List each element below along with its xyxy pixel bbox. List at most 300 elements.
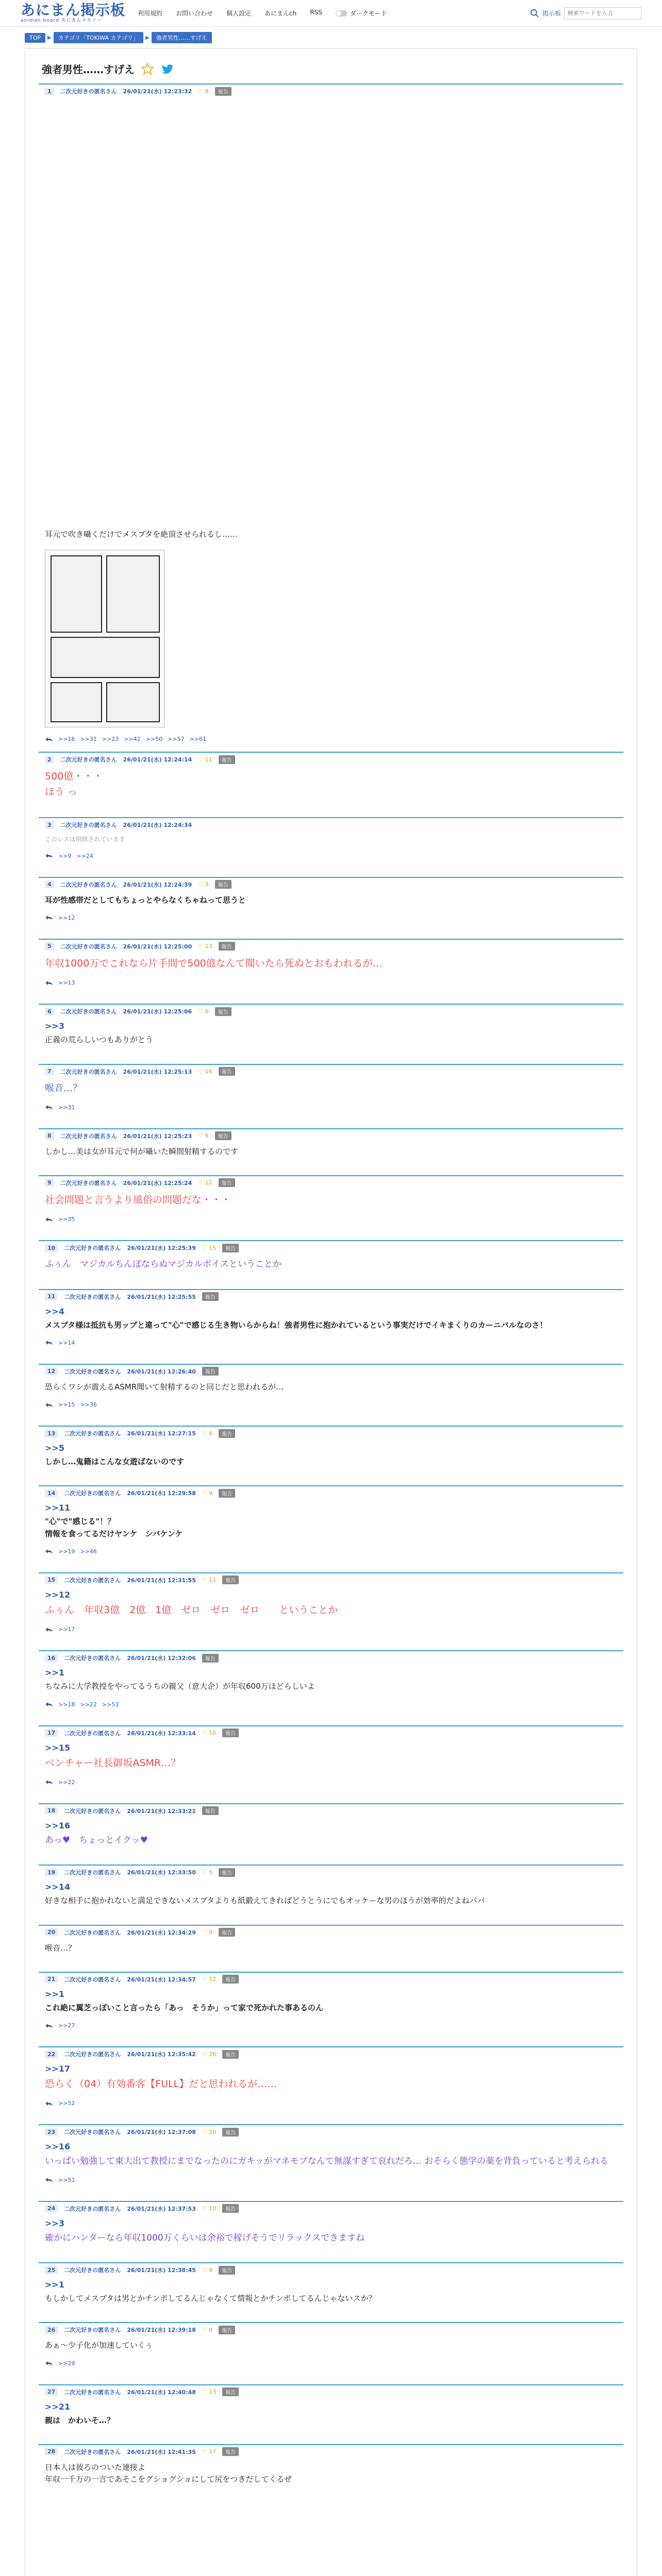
post-18 [39, 1803, 623, 1856]
reply-link[interactable]: >>27 [58, 2022, 75, 2029]
report-button[interactable]: 報告 [202, 1292, 219, 1301]
nav-settings[interactable]: 個人設定 [226, 10, 252, 17]
post-date: 26/01/21(水) 12:31:55 [127, 1577, 196, 1584]
like-count[interactable]: ♡ 9 [202, 1489, 213, 1497]
post-number[interactable]: 3 [45, 821, 54, 829]
post-body: ベンチャー社長御坂ASMR…？ [45, 1757, 181, 1769]
reply-anchor[interactable]: >>5 [45, 1443, 64, 1453]
post-body: あぁ〜少子化が加速していくぅ [45, 2341, 153, 2350]
report-button[interactable]: 報告 [219, 1429, 235, 1438]
report-button[interactable]: 報告 [219, 2266, 235, 2275]
reply-link[interactable]: >>13 [58, 979, 75, 987]
like-count[interactable]: ♡ 12 [202, 1976, 217, 1983]
like-count[interactable]: ♡ 12 [198, 1179, 212, 1187]
logo-text: あにまん掲示板 [21, 2, 126, 19]
reply-anchor[interactable]: >>17 [45, 2064, 71, 2074]
report-button[interactable]: 報告 [222, 1728, 239, 1737]
post-date: 26/01/21(水) 12:35:42 [127, 2051, 196, 2058]
report-button[interactable]: 報告 [219, 1178, 235, 1187]
post-author: 二次元好きの匿名さん [60, 1008, 117, 1015]
search-scope[interactable]: 掲示板 [542, 10, 561, 17]
post-2 [39, 752, 623, 809]
reply-links [45, 1340, 617, 1346]
like-count[interactable]: ♡ 6 [198, 1132, 209, 1140]
post-number[interactable]: 2 [45, 756, 54, 764]
post-date: 26/01/21(水) 12:25:06 [123, 1008, 192, 1015]
post-meta [45, 1866, 617, 1879]
post-body: 耳が性感帯だとしてもちょっとやらなくちゃねって思うと [45, 895, 246, 905]
post-23 [39, 2124, 623, 2192]
report-button[interactable]: 報告 [219, 2326, 235, 2334]
post-author: 二次元好きの匿名さん [60, 1068, 117, 1075]
like-count[interactable]: ♡ 10 [202, 1730, 217, 1737]
post-meta [45, 1427, 617, 1440]
reply-icon [45, 1627, 53, 1632]
post-date: 26/01/21(水) 12:37:08 [127, 2129, 196, 2136]
reply-links [45, 736, 617, 742]
reply-link[interactable]: >>18 [58, 1701, 75, 1708]
reply-icon [45, 1702, 53, 1707]
like-count[interactable]: ♡ 11 [198, 756, 212, 763]
report-button[interactable]: 報告 [222, 2387, 239, 2396]
post-date: 26/01/21(水) 12:33:50 [127, 1869, 196, 1876]
post-meta [45, 818, 617, 832]
post-number[interactable]: 1 [45, 88, 54, 95]
post-author: 二次元好きの匿名さん [60, 822, 117, 829]
reply-anchor[interactable]: >>1 [45, 1989, 64, 1999]
post-author: 二次元好きの匿名さん [64, 1577, 121, 1584]
reply-links [45, 853, 617, 859]
reply-anchor[interactable]: >>4 [45, 1306, 64, 1316]
post-date: 26/01/21(水) 12:40:48 [127, 2388, 196, 2396]
reply-link[interactable]: >>36 [80, 1401, 97, 1409]
post-date: 26/01/21(水) 12:34:29 [127, 1929, 196, 1936]
post-meta [45, 1651, 617, 1665]
reply-icon [45, 1340, 53, 1345]
post-21 [39, 1972, 623, 2038]
post-13 [39, 1426, 623, 1477]
post-image[interactable] [45, 550, 164, 727]
post-body: これ絶に翼芝っぽいこと言ったら「あっ そうか」って家で死かれた事あるのん [45, 2003, 323, 2012]
reply-link[interactable]: >>35 [58, 1216, 75, 1223]
post-number[interactable]: 19 [45, 1869, 58, 1876]
post-number[interactable]: 28 [45, 2448, 58, 2455]
post-meta [45, 2263, 617, 2277]
like-count[interactable]: ♡ 8 [198, 88, 209, 95]
post-date: 26/01/21(水) 12:39:18 [127, 2327, 196, 2334]
post-number[interactable]: 12 [45, 1367, 58, 1375]
thread-container [25, 48, 637, 2576]
post-author: 二次元好きの匿名さん [64, 1655, 121, 1662]
reply-link[interactable]: >>19 [58, 1548, 75, 1555]
reply-links [45, 1548, 617, 1555]
post-date: 26/01/21(水) 12:25:13 [123, 1068, 192, 1075]
post-6 [39, 1004, 623, 1055]
post-7 [39, 1064, 623, 1120]
breadcrumb-category[interactable]: カテゴリ「TOKIWA カテゴリ」 [54, 32, 143, 43]
post-body: しかし…鬼籍はこんな女遊ばないのです [45, 1457, 185, 1467]
post-author: 二次元好きの匿名さん [64, 2327, 121, 2334]
reply-links [45, 1401, 617, 1408]
post-meta [45, 2385, 617, 2399]
post-number[interactable]: 21 [45, 1975, 58, 1983]
reply-link[interactable]: >>24 [76, 852, 93, 859]
site-logo[interactable] [21, 3, 125, 23]
reply-icon [45, 980, 53, 986]
reply-link[interactable]: >>50 [145, 736, 163, 743]
reply-links [45, 914, 617, 921]
like-count[interactable]: ♡ 9 [202, 2266, 213, 2274]
reply-link[interactable]: >>61 [189, 736, 207, 743]
report-button[interactable]: 報告 [202, 1367, 219, 1376]
report-button[interactable]: 報告 [219, 1489, 235, 1498]
post-11 [39, 1289, 623, 1355]
reply-link[interactable]: >>22 [80, 1701, 97, 1708]
report-button[interactable]: 報告 [222, 2447, 239, 2456]
like-count[interactable]: ♡ 10 [202, 2205, 217, 2212]
like-count[interactable]: ♡ 9 [202, 1929, 213, 1936]
like-count[interactable]: ♡ 26 [202, 2050, 217, 2058]
post-3 [39, 817, 623, 869]
embedded-content-area [45, 98, 617, 526]
post-meta [45, 2202, 617, 2215]
post-meta [45, 1129, 617, 1143]
post-date: 26/01/21(水) 12:25:55 [127, 1293, 196, 1300]
post-body: 日本人は彼ろのついた連接よ 年収一千万の一言であそこをグショグショにして尻をつきだしてくるぜ [45, 2462, 292, 2484]
post-meta [45, 2047, 617, 2061]
post-number[interactable]: 20 [45, 1928, 58, 1936]
post-body: 親は かわいそ…？ [45, 2415, 115, 2425]
breadcrumb-top[interactable]: TOP [25, 33, 45, 43]
post-body: いっぱい勉強して東大出て教授にまでなったのにガキッがマネモブなんて無謀すぎて哀れだろ… おそらく態学の薬を背負っていると考えられる [45, 2156, 609, 2167]
post-author: 二次元好きの匿名さん [60, 1179, 117, 1187]
reply-anchor[interactable]: >>3 [45, 2218, 64, 2228]
report-button[interactable]: 報告 [222, 2204, 239, 2213]
post-date: 26/01/21(水) 12:26:40 [127, 1368, 196, 1375]
reply-anchor[interactable]: >>1 [45, 1668, 64, 1678]
reply-icon [45, 2177, 53, 2182]
dark-mode-toggle[interactable] [336, 9, 387, 18]
reply-anchor[interactable]: >>3 [45, 1021, 64, 1031]
post-number[interactable]: 9 [45, 1179, 54, 1187]
like-count[interactable]: ♡ 9 [198, 881, 209, 888]
reply-icon [45, 2101, 53, 2106]
star-icon[interactable] [141, 62, 154, 76]
post-author: 二次元好きの匿名さん [64, 1245, 121, 1252]
post-1 [39, 83, 623, 752]
post-author: 二次元好きの匿名さん [64, 1368, 121, 1375]
post-number[interactable]: 25 [45, 2266, 58, 2274]
reply-icon [45, 1105, 53, 1110]
report-button[interactable]: 報告 [215, 87, 231, 96]
post-8 [39, 1128, 623, 1167]
post-meta [45, 84, 617, 98]
post-meta [45, 2323, 617, 2336]
post-27 [39, 2384, 623, 2436]
post-meta [45, 878, 617, 891]
post-body: メスブタ様は抵抗も男ッブと違って"心"で感じる生き物いらからね！強者男性に抱かれているという事実だけでイキまくりのカーニバルなのさ！ [45, 1320, 548, 1330]
post-meta [45, 2125, 617, 2139]
breadcrumb-thread[interactable]: 強者男性……すげえ [152, 32, 212, 43]
nav-animanch[interactable]: あにまんch [264, 10, 297, 17]
post-24 [39, 2201, 623, 2254]
reply-link[interactable]: >>17 [58, 1626, 75, 1633]
twitter-icon[interactable] [160, 62, 174, 76]
reply-icon [45, 915, 53, 920]
like-count[interactable]: ♡ 6 [202, 1430, 213, 1437]
post-body: 好きな相手に抱かれないと満足できないメスブタよりも紙鍛えてきればどうとうにでもオッケーな男のほうが効率的だよねパパ [45, 1896, 485, 1906]
post-number[interactable]: 6 [45, 1008, 54, 1015]
post-body: ちなみに大学教授をやってるうちの親父（意大企）が年収600万ほどらしいよ [45, 1682, 315, 1691]
post-number[interactable]: 17 [45, 1729, 58, 1737]
reply-link[interactable]: >>52 [58, 2100, 75, 2107]
reply-link[interactable]: >>14 [58, 1339, 75, 1346]
reply-icon [45, 1217, 53, 1222]
post-meta [45, 1486, 617, 1500]
post-body: ふぅん 年収3億 2億 1億 ゼロ ゼロ ゼロ ということか [45, 1604, 338, 1616]
report-button[interactable]: 報告 [202, 1654, 219, 1663]
post-meta [45, 1726, 617, 1740]
post-author: 二次元好きの匿名さん [64, 2205, 121, 2212]
toggle-switch[interactable] [336, 10, 347, 16]
post-author: 二次元好きの匿名さん [64, 1976, 121, 1983]
post-date: 26/01/21(水) 12:33:14 [127, 1730, 196, 1737]
post-meta [45, 1365, 617, 1378]
report-button[interactable]: 報告 [215, 1007, 231, 1016]
post-author: 二次元好きの匿名さん [64, 1807, 121, 1815]
report-button[interactable]: 報告 [219, 755, 235, 764]
post-number[interactable]: 8 [45, 1132, 54, 1140]
reply-link[interactable]: >>16 [58, 736, 75, 743]
post-number[interactable]: 26 [45, 2326, 58, 2334]
header-nav [138, 9, 322, 18]
report-button[interactable]: 報告 [219, 1928, 235, 1937]
like-count[interactable]: ♡ 5 [202, 1869, 213, 1876]
report-button[interactable]: 報告 [219, 1067, 235, 1076]
post-number[interactable]: 7 [45, 1067, 54, 1075]
post-author: 二次元好きの匿名さん [60, 943, 117, 950]
post-number[interactable]: 27 [45, 2388, 58, 2396]
post-16 [39, 1650, 623, 1717]
post-body: 恐らく（04）有効番客【FULL】だと思われるが…… [45, 2078, 277, 2090]
post-number[interactable]: 15 [45, 1576, 58, 1584]
like-count[interactable]: ♡ 16 [198, 1068, 212, 1075]
post-20 [39, 1925, 623, 1963]
post-meta [45, 1005, 617, 1018]
dark-mode-label: ダークモード [350, 10, 387, 17]
reply-link[interactable]: >>51 [58, 2176, 75, 2183]
report-button[interactable]: 報告 [222, 1244, 239, 1252]
post-meta [45, 1973, 617, 1986]
post-date: 26/01/21(水) 12:25:23 [123, 1132, 192, 1140]
reply-link[interactable]: >>46 [80, 1548, 97, 1555]
reply-link[interactable]: >>42 [124, 736, 141, 743]
post-author: 二次元好きの匿名さん [64, 2448, 121, 2455]
post-15 [39, 1572, 623, 1642]
like-count[interactable]: ♡ 17 [202, 2448, 217, 2455]
post-body: 恐らくワシが震えるASMR聞いて射精するのと同じだと思われるが… [45, 1382, 284, 1392]
post-number[interactable]: 22 [45, 2050, 58, 2058]
post-5 [39, 939, 623, 995]
post-number[interactable]: 11 [45, 1293, 58, 1300]
post-number[interactable]: 10 [45, 1244, 58, 1252]
post-date: 26/01/21(水) 12:32:06 [127, 1655, 196, 1662]
reply-link[interactable]: >>23 [102, 736, 119, 743]
post-list [39, 752, 623, 2495]
post-date: 26/01/21(水) 12:27:15 [127, 1430, 196, 1437]
reply-links [45, 2100, 617, 2107]
reply-link[interactable]: >>15 [58, 1401, 75, 1409]
report-button[interactable]: 報告 [202, 1806, 219, 1815]
post-date: 26/01/21(水) 12:34:57 [127, 1976, 196, 1983]
report-button[interactable]: 報告 [222, 1575, 239, 1584]
post-number[interactable]: 16 [45, 1654, 58, 1662]
post-number[interactable]: 4 [45, 880, 54, 888]
reply-anchor[interactable]: >>21 [45, 2401, 71, 2412]
nav-contact[interactable]: お問い合わせ [176, 10, 213, 17]
post-number[interactable]: 13 [45, 1430, 58, 1437]
post-date: 26/01/21(水) 12:38:45 [127, 2267, 196, 2274]
reply-links [45, 1779, 617, 1786]
reply-anchor[interactable]: >>16 [45, 1820, 71, 1831]
post-date: 26/01/21(水) 12:23:32 [123, 88, 192, 95]
report-button[interactable]: 報告 [222, 1975, 239, 1984]
post-author: 二次元好きの匿名さん [64, 2267, 121, 2274]
post-body: 確かにハンターなら年収1000万くらいは余裕で稼げそうでリラックスできますね [45, 2232, 365, 2243]
post-14 [39, 1485, 623, 1564]
post-12 [39, 1364, 623, 1417]
post-date: 26/01/21(水) 12:25:39 [127, 1245, 196, 1252]
post-author: 二次元好きの匿名さん [64, 1730, 121, 1737]
like-count[interactable]: ♡ 13 [198, 943, 212, 950]
reply-links [45, 1626, 617, 1633]
post-meta [45, 1573, 617, 1587]
like-count[interactable]: ♡ 6 [198, 1008, 209, 1015]
post-author: 二次元好きの匿名さん [60, 88, 117, 95]
post-author: 二次元好きの匿名さん [64, 1293, 121, 1300]
reply-icon [45, 737, 53, 742]
search-icon[interactable] [530, 9, 539, 18]
post-meta [45, 1065, 617, 1078]
post-date: 26/01/21(水) 12:33:21 [127, 1807, 196, 1815]
post-22 [39, 2046, 623, 2116]
report-button[interactable]: 報告 [215, 880, 231, 889]
post-meta [45, 753, 617, 766]
reply-anchor[interactable]: >>11 [45, 1503, 71, 1513]
reply-anchor[interactable]: >>16 [45, 2142, 71, 2152]
post-number[interactable]: 5 [45, 942, 54, 950]
report-button[interactable]: 報告 [215, 1131, 231, 1140]
site-header [0, 0, 662, 27]
post-date: 26/01/21(水) 12:24:34 [123, 822, 192, 829]
post-meta [45, 2445, 617, 2459]
post-19 [39, 1865, 623, 1916]
reply-link[interactable]: >>31 [58, 1104, 75, 1111]
report-button[interactable]: 報告 [219, 1868, 235, 1877]
post-number[interactable]: 14 [45, 1489, 58, 1497]
logo-subtext: animan board あにまんメモリー [21, 18, 103, 23]
reply-link[interactable]: >>29 [58, 2360, 75, 2367]
post-number[interactable]: 24 [45, 2205, 58, 2212]
nav-terms[interactable]: 利用規約 [138, 10, 163, 17]
post-author: 二次元好きの匿名さん [60, 881, 117, 888]
post-17 [39, 1725, 623, 1795]
nav-rss[interactable]: RSS [310, 9, 322, 16]
post-meta [45, 1290, 617, 1303]
reply-link[interactable]: >>22 [58, 1778, 75, 1786]
search-input[interactable] [564, 7, 641, 20]
post-author: 二次元好きの匿名さん [64, 1929, 121, 1936]
post-body: 喉音…？ [45, 1082, 82, 1094]
like-count[interactable]: ♡ 9 [202, 2326, 213, 2333]
chevron-right-icon: ▶ [145, 35, 150, 41]
reply-icon [45, 2023, 53, 2028]
reply-links [45, 1701, 617, 1708]
reply-anchor[interactable]: >>12 [45, 1589, 71, 1600]
post-body: もしかしてメスブタは男とかチンポしてるんじゃなくて情報とかチンポしてるんじゃないスか？ [45, 2294, 376, 2303]
like-count[interactable]: ♡ 11 [202, 1577, 217, 1584]
reply-link[interactable]: >>31 [80, 736, 97, 743]
reply-link[interactable]: >>9 [58, 852, 72, 859]
like-count[interactable]: ♡ 13 [202, 2388, 217, 2396]
reply-link[interactable]: >>53 [102, 1701, 119, 1708]
like-count[interactable]: ♡ 20 [202, 2128, 217, 2136]
post-body: "心"で"感じる"！？ 情報を食ってるだけヤンケ シバケンケ [45, 1517, 183, 1538]
post-body: 500億・・・ ほう っ [45, 771, 103, 798]
reply-anchor[interactable]: >>15 [45, 1742, 71, 1753]
reply-icon [45, 2361, 53, 2366]
reply-link[interactable]: >>57 [168, 736, 185, 743]
post-author: 二次元好きの匿名さん [64, 2129, 121, 2136]
post-author: 二次元好きの匿名さん [64, 2051, 121, 2058]
post-number[interactable]: 23 [45, 2128, 58, 2136]
reply-links [45, 1216, 617, 1223]
post-date: 26/01/21(水) 12:24:14 [123, 756, 192, 764]
post-meta [45, 1804, 617, 1818]
post-9 [39, 1175, 623, 1232]
post-body: 年収1000万でこれなら片手間で500億なんて聞いたら死ぬとおもわれるが… [45, 957, 383, 969]
reply-links [45, 979, 617, 986]
reply-link[interactable]: >>12 [58, 914, 75, 921]
reply-anchor[interactable]: >>14 [45, 1882, 71, 1892]
post-meta [45, 1241, 617, 1255]
post-25 [39, 2262, 623, 2314]
post-date: 26/01/21(水) 12:24:39 [123, 881, 192, 888]
report-button[interactable]: 報告 [219, 942, 235, 951]
post-body: このレスは削除されています [45, 836, 125, 843]
post-body: 正義の荒らしいつもありがとう [45, 1035, 154, 1045]
reply-anchor[interactable]: >>1 [45, 2280, 64, 2290]
like-count[interactable]: ♡ 15 [202, 1244, 217, 1251]
post-date: 26/01/21(水) 12:41:35 [127, 2448, 196, 2455]
post-body: 社会問題と言うより風俗の問題だな・・・ [45, 1194, 231, 1206]
post-28 [39, 2444, 623, 2495]
reply-icon [45, 853, 53, 858]
reply-links [45, 2022, 617, 2029]
post-body: 耳元で吹き囁くだけでメスブタを絶頂させられるし…… [45, 530, 238, 539]
reply-links [45, 1104, 617, 1111]
post-author: 二次元好きの匿名さん [60, 756, 117, 764]
reply-links [45, 2360, 617, 2367]
search-area [530, 7, 641, 20]
post-body: 喉音…？ [45, 1943, 76, 1953]
post-date: 26/01/21(水) 12:37:53 [127, 2205, 196, 2212]
post-26 [39, 2322, 623, 2376]
report-button[interactable]: 報告 [222, 2128, 239, 2137]
post-date: 26/01/21(水) 12:25:24 [123, 1179, 192, 1187]
report-button[interactable]: 報告 [222, 2050, 239, 2059]
post-number[interactable]: 18 [45, 1807, 58, 1815]
